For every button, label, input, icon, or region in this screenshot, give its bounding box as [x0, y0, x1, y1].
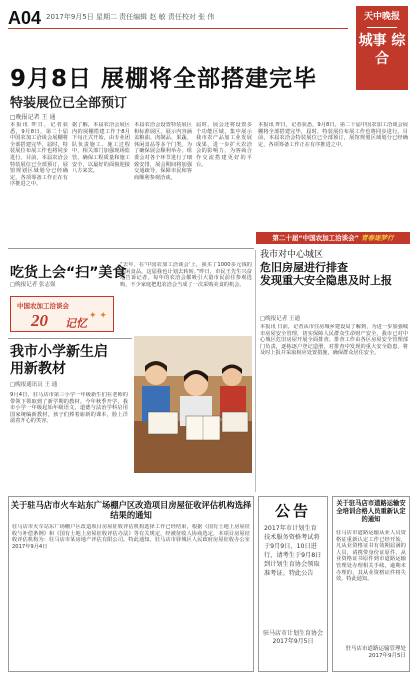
lead-byline: □晚报记者 王 通 — [10, 114, 56, 121]
section-divider — [8, 248, 254, 249]
food-body: “去年，在‘中国农加工洽谈会’上，我买了1000多元钱的休闲食品。这届我也计划去转转。”昨日，市民王先生兴奋地告诉记者。每年的农洽会都吸引大量市民前往参观选购，不少家庭把逛农洽会当成了一次采购美食的机会。 — [120, 262, 252, 288]
school-byline: □晚报通讯员 王 通 — [10, 382, 58, 388]
right-feature-main-line2: 发现重大安全隐患及时上报 — [260, 274, 392, 287]
masthead-section: 城事 综合 — [358, 33, 406, 67]
announcement-body: 2017年市计划生育技术服务资格考试将于9月9日、10日进行，请考生于9月8日到计划生育协会领取准考证。特此公告 — [264, 525, 322, 577]
notice2-body: 驻马店市道路运输从业人员资格证重新认定工作已经开始，凡从业资格证书有效期届满的人员，请携带身份证原件、从业资格证书原件到市道路运输管理处办理相关手续，逾期未办理的，其从业资格证件将失效。特此通知。 — [336, 530, 406, 583]
masthead — [356, 6, 408, 90]
logo-decoration-icon: ✦ ✦ — [89, 311, 107, 321]
announcement-signature: 驻马店市计划生育协会 2017年9月5日 — [262, 630, 323, 645]
school-body: 9月4日，驻马店市第三小学一年级新生们在老师的带领下领取到了新学期的教材。今年秋季开学，我市小学一年级起始年级语文、道德与法治学科启用国家统编新教材，孩子们捧着崭新的课本，脸上洋溢着开心的笑容。 — [10, 392, 128, 425]
food-headline: 吃货上会“扫”美食 — [10, 265, 127, 281]
masthead-brand: 天中晚报 — [363, 12, 400, 22]
right-feature-main — [260, 262, 408, 276]
festival-banner — [256, 232, 410, 244]
lead-headline: 9月8日 展棚将全部搭建完毕 — [10, 66, 318, 92]
section-divider — [8, 338, 132, 339]
right-feature-main-2 — [260, 275, 408, 289]
lead-body-col1: 本报讯 昨日，记者获悉，9月8日，第二十届中国农加工洽谈会展棚将全部搭建完毕，届时，特装展位布展工作也将同步进行。目前，本届农洽会特装展位已全部预订，展馆规划区域划分已经确定，各项筹备工作正在有序推进之中。 — [10, 122, 68, 188]
logo-memory: 记忆 — [65, 317, 87, 330]
notice2-signature: 驻马店市道路运输管理处 2017年9月5日 — [345, 646, 406, 659]
logo-caption: 中国农加工洽谈会 — [17, 302, 69, 310]
right-feature-main-line1: 危旧房屋进行排查 — [260, 260, 348, 274]
right-feature-byline: □晚报记者 王通 — [260, 316, 300, 322]
banner-label: 第二十届“中国农加工洽谈会” — [272, 234, 359, 242]
notice1-body: 驻马店市火车站东广场棚户区改造项目房屋征收评估机构选择工作已经结束，根据《国有土地上房屋征收与补偿条例》和《国有土地上房屋征收评估办法》等有关规定，经被征收人协商选定，本项目房屋征收评估机构为：驻马店市某房地产评估有限公司。特此通知。驻马店市驿城区人民政府房屋征收办公室 2017年9月4日 — [12, 524, 250, 550]
expo-memory-logo — [10, 296, 114, 332]
notice1-title: 关于驻马店市火车站东广场棚户区改造项目房屋征收评估机构选择结果的通知 — [10, 500, 252, 520]
announcement-title: 公告 — [274, 502, 311, 520]
classroom-photo-illustration — [134, 336, 252, 473]
masthead-divider — [367, 27, 397, 28]
food-byline: □晚报记者 张志强 — [10, 282, 56, 288]
banner-tail: 青春逐梦行 — [361, 234, 394, 242]
classroom-photo — [134, 336, 252, 473]
page-number: A04 — [8, 8, 42, 28]
page-meta: 2017年9月5日 星期二 责任编辑 赵 敏 责任校对 张 伟 — [46, 13, 215, 21]
lead-subheadline: 特装展位已全部预订 — [10, 96, 128, 111]
lead-body-col5: 本报讯 昨日，记者获悉，9月8日，第二十届中国农加工洽谈会展棚将全部搭建完毕，届时，特装展位布展工作也将同步进行。目前，本届农洽会特装展位已全部预订，展馆规划区域划分已经确定，各项筹备工作正在有序推进之中。 — [258, 122, 408, 148]
column-divider — [255, 250, 256, 492]
school-headline: 我市小学新生启用新教材 — [10, 344, 108, 377]
lead-body-col2: 据了解，本届农洽会展区内的展棚搭建工作于8月下旬正式开始，由专业团队负责施工。施工过程中，相关部门加强现场监管，确保工程质量和施工安全，以最好的面貌迎接八方来宾。 — [72, 122, 130, 175]
notice2-title: 关于驻马店市道路运输安全培训合格人员重新认定的通知 — [336, 500, 406, 523]
right-feature-lead: 我市对中心城区 — [260, 250, 324, 260]
right-feature-headline — [260, 250, 408, 289]
header-rule — [8, 28, 348, 29]
right-feature-body: 本报讯 日前，记者从市住房城乡建设局了解到，为进一步加强城市房屋安全管理，切实保障人民群众生命财产安全，我市已对中心城区危旧房屋开展全面排查。排查工作由各区房屋安全管理部门负责，逐栋逐户登记造册，对排查中发现的重大安全隐患，将及时上报并采取相应处置措施，确保群众居住安全。 — [260, 324, 408, 357]
logo-year: 20 — [31, 311, 48, 330]
lead-body-col4: 届时，展会还将设置多个功能区域，集中展示我市农产品加工业发展成果，进一步扩大农洽会的影响力，为客商合作交流搭建更好的平台。 — [196, 122, 252, 168]
lead-body-col3: 本届农洽会设置特装展区和标准展区，展示内容涵盖粮油、肉制品、果蔬、休闲食品等多个门类。为了确保展会顺利举办，组委会对各个环节进行了细致安排，展会期间将加强交通疏导，保障市民和客商顺利参观洽谈。 — [134, 122, 192, 181]
